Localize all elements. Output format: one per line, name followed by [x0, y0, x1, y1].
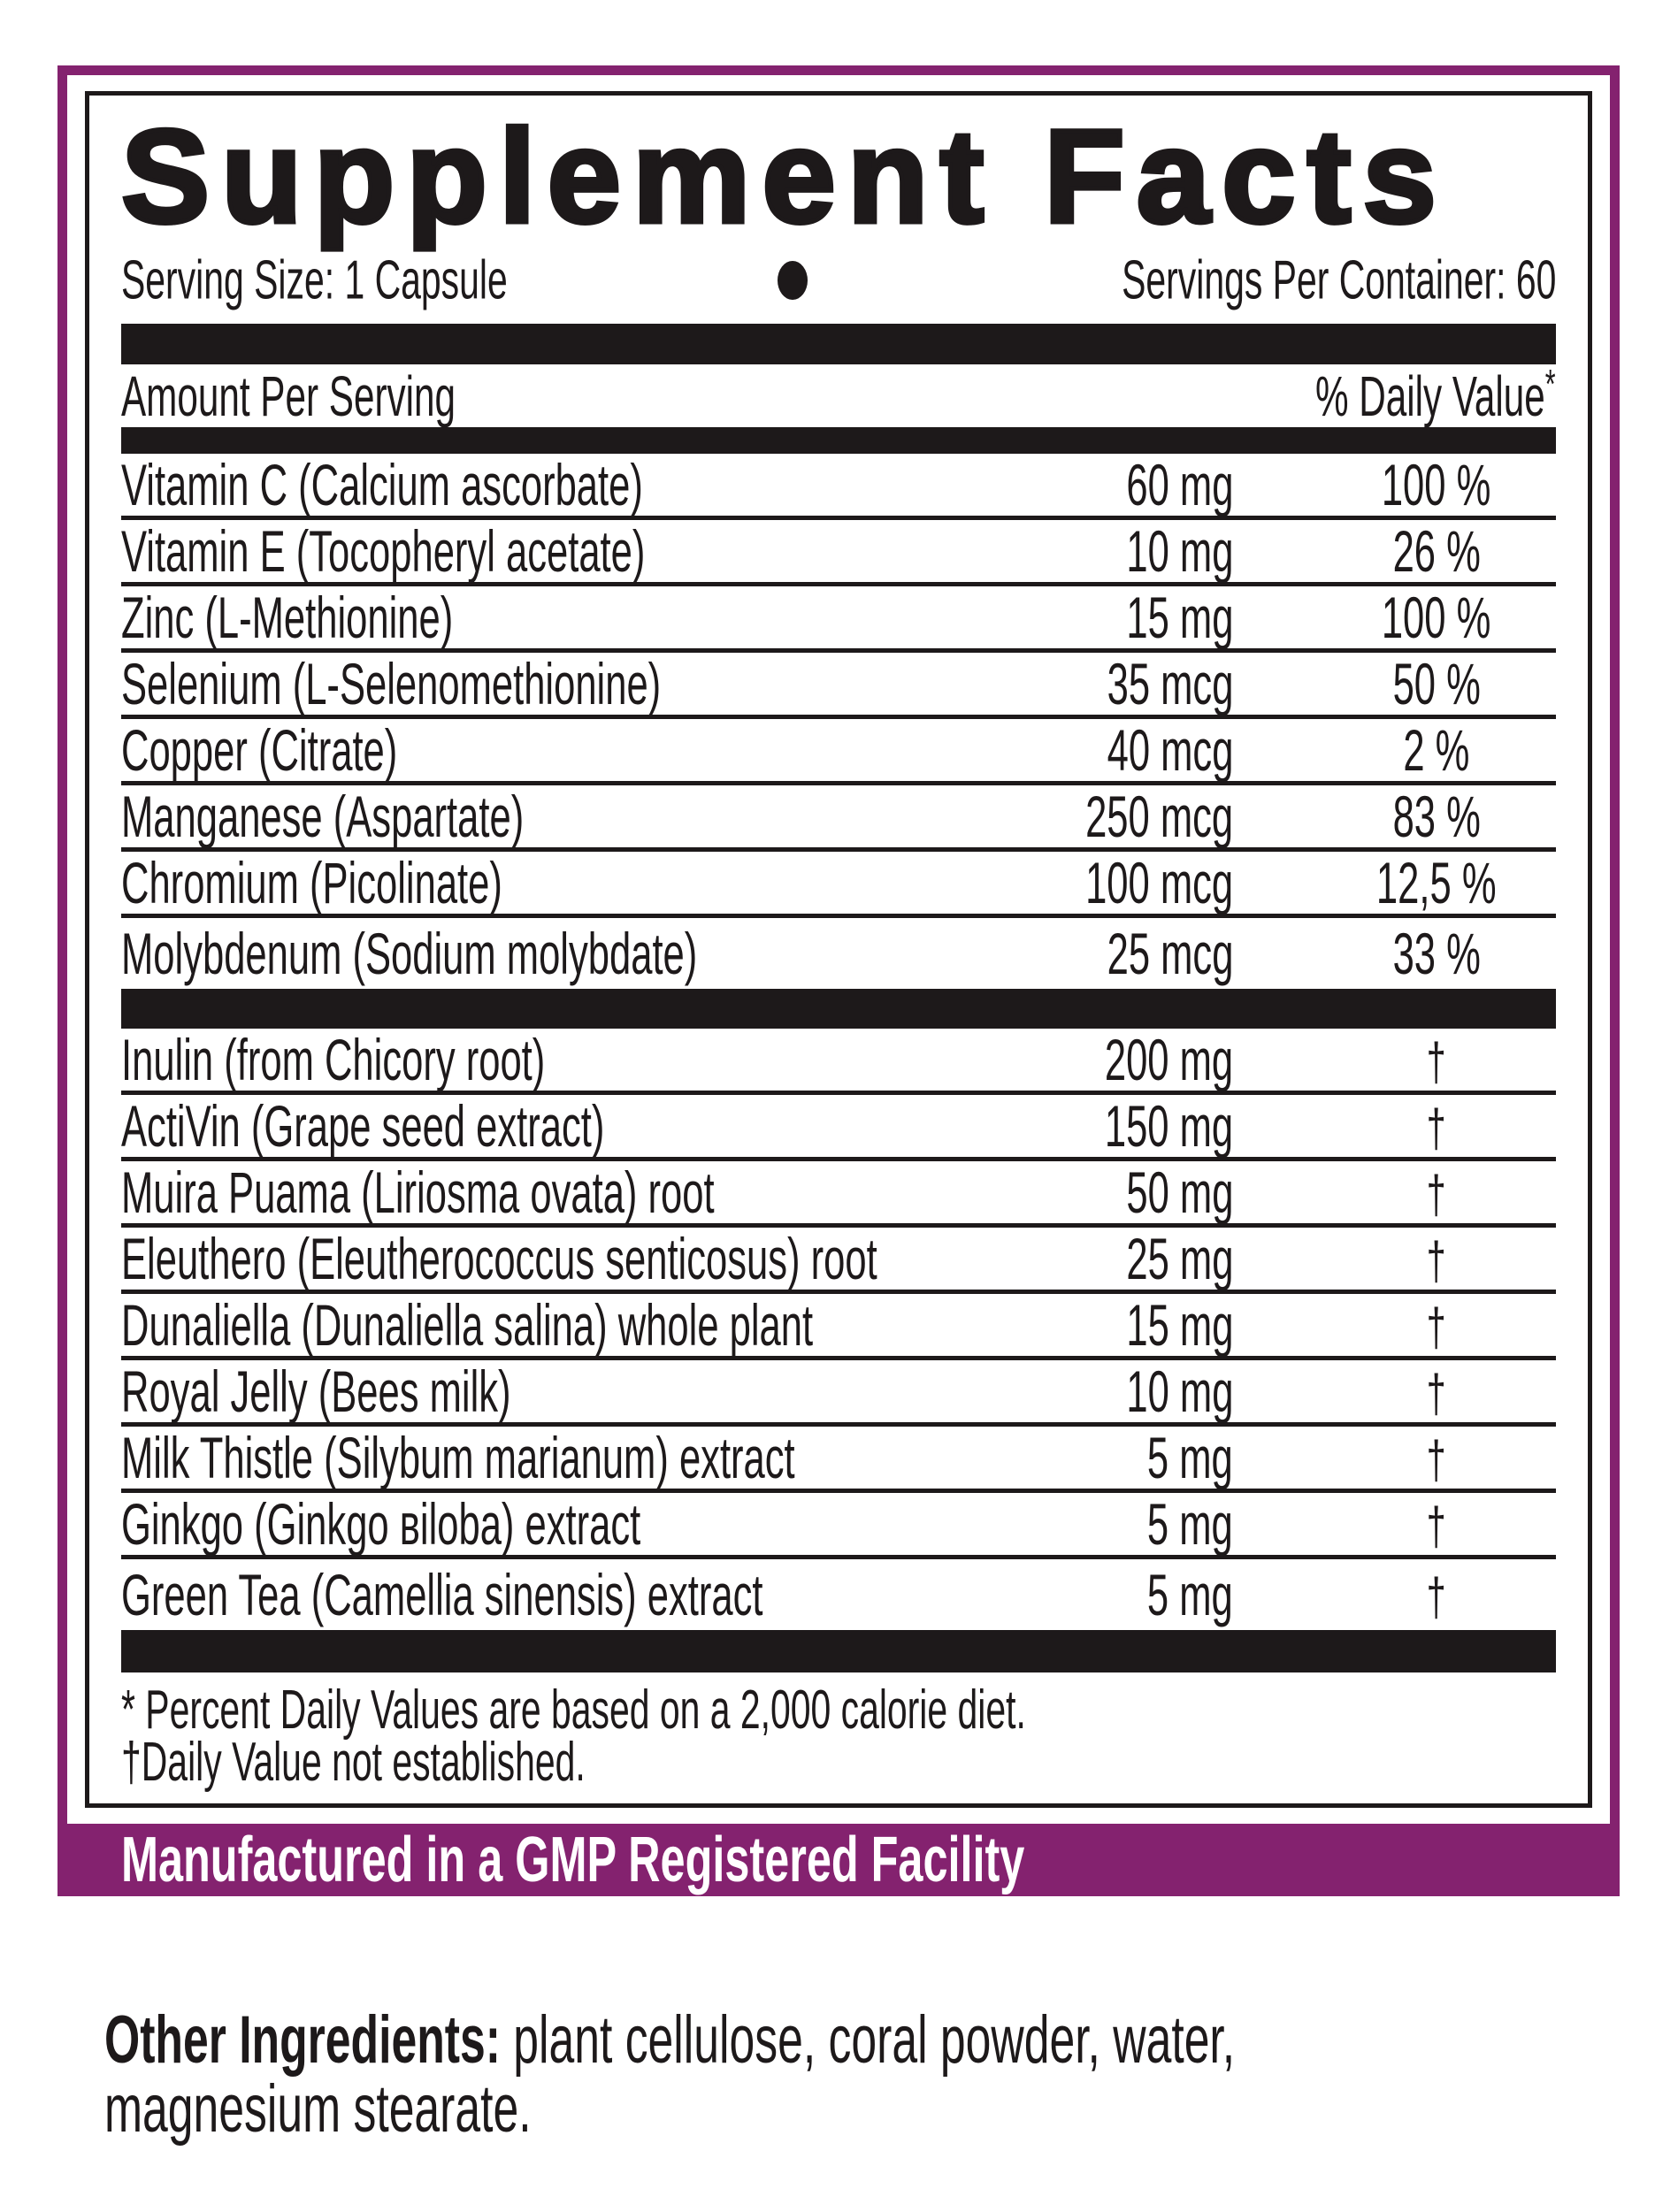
table-row	[121, 1360, 1556, 1427]
dagger-mark: †	[1426, 1496, 1447, 1556]
ingredient-amount: 250 mcg	[1084, 784, 1233, 849]
dagger-mark: †	[1426, 1297, 1447, 1357]
ingredient-amount: 40 mcg	[1107, 717, 1233, 783]
ingredient-name: Selenium (L-Selenomethionine)	[121, 651, 662, 716]
ingredient-daily-value: 50 %	[1392, 651, 1481, 716]
bullet-separator-dot	[778, 261, 808, 300]
gmp-banner-text: Manufactured in a GMP Registered Facility	[121, 1824, 1025, 1895]
table-row	[121, 1294, 1556, 1360]
table-row	[121, 719, 1556, 785]
table-row	[121, 852, 1556, 918]
ingredient-amount: 50 mg	[1125, 1160, 1233, 1225]
serving-size-text: Serving Size: 1 Capsule	[121, 249, 508, 311]
ingredient-name: Green Tea (Camellia sinensis) extract	[121, 1562, 763, 1627]
ingredient-name: Copper (Citrate)	[121, 717, 398, 783]
ingredient-name: ActiVin (Grape seed extract)	[121, 1093, 605, 1159]
ingredient-daily-value: 83 %	[1392, 784, 1481, 849]
table-row	[121, 653, 1556, 719]
supplement-facts-label	[57, 65, 1620, 1896]
table-row	[121, 1228, 1556, 1294]
footnotes	[121, 1672, 1556, 1803]
ingredient-name: Vitamin C (Calcium ascorbate)	[121, 452, 643, 517]
dagger-mark: †	[1426, 1364, 1447, 1423]
table-row	[121, 586, 1556, 653]
daily-value-header: % Daily Value*	[1315, 360, 1556, 428]
dagger-mark: †	[1426, 1567, 1447, 1626]
ingredient-name: Milk Thistle (Silybum marianum) extract	[121, 1425, 795, 1490]
footnote-asterisk: * Percent Daily Values are based on a 2,000 calorie diet.	[121, 1680, 1026, 1741]
dagger-mark: †	[1426, 1098, 1447, 1158]
ingredient-name: Dunaliella (Dunaliella salina) whole plant	[121, 1292, 814, 1358]
dagger-mark: †	[1426, 1231, 1447, 1290]
panel-title: Supplement Facts	[121, 102, 1448, 250]
divider-bar-thick	[121, 989, 1556, 1029]
ingredient-name: Vitamin E (Tocopheryl acetate)	[121, 518, 646, 584]
table-row	[121, 1095, 1556, 1161]
minerals-section	[121, 454, 1556, 989]
ingredient-daily-value: 2 %	[1403, 717, 1470, 783]
table-row	[121, 918, 1556, 989]
servings-per-container-text: Servings Per Container: 60	[1121, 249, 1556, 311]
serving-info-row	[121, 249, 1556, 311]
ingredient-amount: 60 mg	[1125, 452, 1233, 517]
table-row	[121, 1493, 1556, 1559]
ingredient-name: Inulin (from Chicory root)	[121, 1027, 546, 1092]
ingredient-amount: 5 mg	[1147, 1562, 1233, 1627]
ingredient-name: Molybdenum (Sodium molybdate)	[121, 921, 698, 986]
ingredient-name: Ginkgo (Ginkgo вiloba) extract	[121, 1491, 641, 1557]
ingredient-name: Zinc (L-Methionine)	[121, 585, 454, 650]
ingredient-amount: 25 mg	[1125, 1226, 1233, 1291]
table-row	[121, 1559, 1556, 1630]
amount-per-serving-header: Amount Per Serving	[121, 364, 456, 428]
table-row	[121, 520, 1556, 586]
ingredient-name: Chromium (Picolinate)	[121, 850, 502, 915]
ingredient-daily-value: 100 %	[1382, 585, 1491, 650]
ingredient-amount: 25 mcg	[1107, 921, 1233, 986]
ingredient-amount: 200 mg	[1104, 1027, 1233, 1092]
ingredient-amount: 5 mg	[1147, 1425, 1233, 1490]
botanicals-section	[121, 1029, 1556, 1630]
ingredient-amount: 10 mg	[1125, 1359, 1233, 1424]
ingredient-daily-value: 26 %	[1392, 518, 1481, 584]
ingredient-daily-value: 100 %	[1382, 452, 1491, 517]
divider-bar-thick	[121, 1630, 1556, 1672]
ingredient-amount: 10 mg	[1125, 518, 1233, 584]
ingredient-amount: 5 mg	[1147, 1491, 1233, 1557]
divider-bar-thick	[121, 324, 1556, 364]
ingredient-name: Royal Jelly (Bees milk)	[121, 1359, 511, 1424]
facts-panel	[85, 91, 1592, 1808]
ingredient-amount: 150 mg	[1104, 1093, 1233, 1159]
dagger-mark: †	[1426, 1430, 1447, 1489]
gmp-banner	[67, 1824, 1610, 1896]
other-ingredients-line2: magnesium stearate.	[104, 2070, 532, 2147]
footnote-dagger: †Daily Value not established.	[121, 1731, 586, 1793]
other-ingredients-label: Other Ingredients:	[104, 2002, 501, 2078]
other-ingredients	[104, 2002, 1678, 2147]
table-row	[121, 785, 1556, 852]
asterisk-mark: *	[1545, 360, 1556, 407]
ingredient-daily-value: 12,5 %	[1376, 850, 1497, 915]
ingredient-amount: 15 mg	[1125, 585, 1233, 650]
table-row	[121, 1029, 1556, 1095]
ingredient-amount: 35 mcg	[1107, 651, 1233, 716]
ingredient-name: Manganese (Aspartate)	[121, 784, 525, 849]
ingredient-daily-value: 33 %	[1392, 921, 1481, 986]
column-header-row	[121, 360, 1556, 432]
ingredient-amount: 100 mcg	[1084, 850, 1233, 915]
dagger-mark: †	[1426, 1165, 1447, 1224]
ingredient-name: Muira Puama (Liriosma ovata) root	[121, 1160, 715, 1225]
dagger-mark: †	[1426, 1032, 1447, 1091]
table-row	[121, 1161, 1556, 1228]
other-ingredients-line1: plant cellulose, coral powder, water,	[500, 2002, 1236, 2078]
ingredient-amount: 15 mg	[1125, 1292, 1233, 1358]
table-row	[121, 1427, 1556, 1493]
ingredient-name: Eleuthero (Eleutherococcus senticosus) root	[121, 1226, 877, 1291]
table-row	[121, 454, 1556, 520]
